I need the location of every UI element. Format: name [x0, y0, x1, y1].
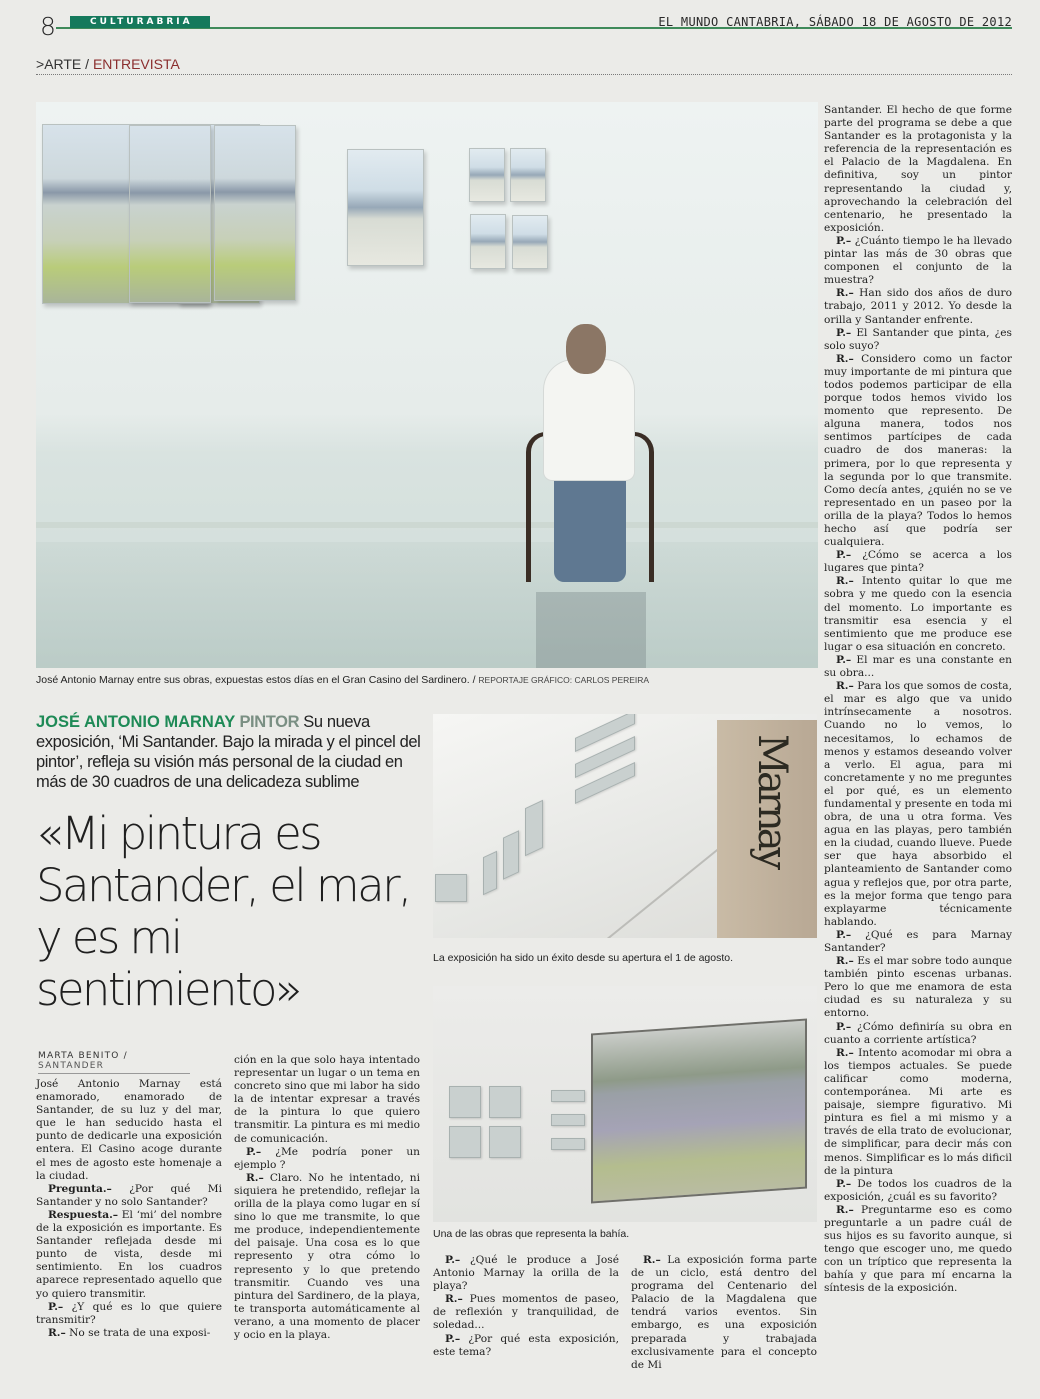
- bay-painting: [591, 1018, 807, 1203]
- qa-label: R.–: [445, 1293, 463, 1306]
- wall-painting: [551, 1138, 585, 1150]
- wall-painting: [449, 1126, 481, 1158]
- qa-text: Pues momentos de paseo, de reflexión y tranquilidad, de soledad...: [433, 1293, 619, 1332]
- byline-separator: /: [119, 1051, 128, 1061]
- qa-text: Santander. El hecho de que forme parte del programa se debe a que Santander es la protagonista y la referencia de la representación es el Palacio de la Magdalena. En definitiva, soy un pintor representando la ciudad y, aprovechando la celebración del centenario, he presentado la exposición.: [824, 104, 1012, 234]
- exhibition-photo-caption: La exposición ha sido un éxito desde su apertura el 1 de agosto.: [433, 952, 734, 964]
- qa-paragraph: [824, 353, 1012, 549]
- qa-label: R.–: [836, 287, 854, 300]
- qa-text: ¿Cómo definiría su obra en cuanto a corriente artística?: [824, 1020, 1012, 1046]
- qa-text: Para los que somos de costa, el mar es algo que va unido intrínsecamente a nosotros. Cuando no lo vemos, lo necesitamos, lo echamos de menos y estamos deseando volver a verlo. El agua, para mi concretamente y no me preguntes el por qué, es un elemento fundamental y presente en toda mi obra, de una u otra forma. Ves agua en las playas, pero también en la ciudad, cuando llueve. Puede ser que haya absorbido el planteamiento de Santander como agua y reflejos que, por otra parte, es la mejor forma que tengo para explayarme técnicamente hablando.: [824, 680, 1013, 928]
- qa-text: El ‘mi’ del nombre de la exposición es importante. Es Santander reflejada desde mi punto de vista, desde mi sentimiento. En los cuadros aparece representado aquello que yo quiero transmitir.: [36, 1208, 222, 1300]
- person-reflection: [536, 592, 646, 668]
- qa-label: P.–: [836, 653, 852, 666]
- qa-text: El mar es una constante en su obra...: [824, 653, 1012, 680]
- qa-text: Han sido dos años de duro trabajo, 2011 y 2012. Yo desde la orilla y Santander enfrente.: [824, 287, 1012, 326]
- kicker-category: ARTE: [44, 56, 82, 72]
- qa-label: R.–: [643, 1254, 661, 1266]
- qa-label: R.–: [836, 955, 854, 968]
- kicker-prefix: >: [36, 56, 45, 72]
- deck-subject-name: JOSÉ ANTONIO MARNAY: [36, 713, 236, 731]
- painting-small-2: [510, 148, 546, 202]
- intro-paragraph: José Antonio Marnay está enamorado, enamorado de Santander, de su luz y del mar, que le han seducido hasta el punto de dedicarle una exposición entera. El Casino acoge durante el mes de agosto este homenaje a la ciudad.: [36, 1078, 222, 1182]
- dateline: EL MUNDO CANTABRIA, SÁBADO 18 DE AGOSTO DE 2012: [658, 15, 1012, 29]
- byline-location: SANTANDER: [38, 1061, 105, 1071]
- qa-text: ¿Cuánto tiempo le ha llevado pintar las más de 30 obras que componen el conjunto de la muestra?: [824, 234, 1012, 287]
- qa-paragraph: [36, 1183, 222, 1209]
- qa-paragraph: [824, 549, 1012, 575]
- painting-small-4: [512, 215, 548, 269]
- qa-text: No se trata de una exposi-: [65, 1326, 211, 1339]
- qa-text: Considero como un factor muy importante de mi pintura que todos podemos participar de ella porque todos hemos vivido los momento que represento. De alguna manera, todos nos sentimos partícipes de cada cuadro de dos maneras: la primera, por lo que representa y la segunda por lo que transmite. Como decía antes, ¿quién no se ve representado en un paseo por la orilla de la playa? Todos lo hemos hecho así que podría ser cualquiera.: [824, 352, 1012, 549]
- qa-paragraph: [824, 104, 1012, 235]
- wall-painting: [489, 1086, 521, 1118]
- qa-label: P.–: [836, 928, 852, 941]
- exhibition-photo: [433, 714, 817, 938]
- photo-credit: REPORTAJE GRÁFICO: CARLOS PEREIRA: [478, 675, 650, 685]
- qa-label: R.–: [836, 1203, 854, 1216]
- qa-text: ¿Qué le produce a José Antonio Marnay la orilla de la playa?: [433, 1254, 619, 1293]
- qa-paragraph: [824, 1178, 1012, 1204]
- qa-paragraph: [36, 1301, 222, 1327]
- qa-paragraph: [824, 1047, 1012, 1178]
- qa-paragraph: [234, 1054, 420, 1146]
- qa-paragraph: [824, 235, 1012, 287]
- qa-paragraph: [824, 287, 1012, 326]
- wall-painting: [449, 1086, 481, 1118]
- bay-painting-photo: [433, 986, 817, 1222]
- qa-paragraph: [824, 955, 1012, 1020]
- qa-text: ¿Por qué Mi Santander y no solo Santander?: [36, 1182, 222, 1208]
- wall-painting: [551, 1090, 585, 1102]
- qa-label: P.–: [836, 1020, 852, 1033]
- qa-label: R.–: [836, 1046, 854, 1059]
- qa-text: ¿Cómo se acerca a los lugares que pinta?: [824, 549, 1012, 575]
- article-column-4: [631, 1254, 817, 1372]
- painting-small-1: [469, 148, 505, 202]
- qa-paragraph: [433, 1293, 619, 1332]
- artist-signature: Marnay: [749, 734, 795, 867]
- qa-text: ¿Me podría poner un ejemplo ?: [234, 1145, 420, 1171]
- qa-text: El Santander que pinta, ¿es solo suyo?: [824, 326, 1012, 352]
- qa-text: ¿Qué es para Marnay Santander?: [824, 928, 1012, 954]
- qa-text: ¿Y qué es lo que quiere transmitir?: [36, 1300, 222, 1326]
- triptych-panel-3: [214, 125, 296, 301]
- byline: [38, 1051, 190, 1074]
- deck-text: Su nueva exposición, ‘Mi Santander. Bajo la mirada y el pincel del pintor’, refleja su visión más personal de la ciudad en más de 30 cuadros de una delicadeza sublime: [36, 713, 421, 791]
- byline-author: MARTA BENITO: [38, 1051, 120, 1061]
- wall-painting: [525, 800, 543, 856]
- qa-label: P.–: [836, 1177, 852, 1190]
- qa-paragraph: [824, 929, 1012, 955]
- person-legs: [554, 462, 626, 582]
- person-shirt: [544, 360, 634, 480]
- qa-label: P.–: [836, 326, 852, 339]
- qa-text: ción en la que solo haya intentado representar un lugar o un tema en concreto sino que mi labor ha sido la de intentar expresar a través de la pintura lo que quiero transmitir. La pintura es mi medio de comunicación.: [234, 1054, 420, 1145]
- caption-text: José Antonio Marnay entre sus obras, expuestas estos días en el Gran Casino del Sardinero. /: [36, 674, 479, 686]
- qa-label: P.–: [246, 1145, 262, 1158]
- triptych-panel-2b: [129, 125, 211, 303]
- qa-paragraph: [824, 327, 1012, 353]
- qa-paragraph: [824, 1021, 1012, 1047]
- deck-subject-role: PINTOR: [239, 713, 300, 731]
- article-column-3: [433, 1254, 619, 1359]
- person-head: [566, 324, 606, 374]
- article-column-2: [234, 1054, 420, 1342]
- qa-label: P.–: [445, 1332, 461, 1345]
- qa-paragraph: [234, 1146, 420, 1172]
- main-photo: [36, 102, 818, 668]
- qa-paragraph: [234, 1172, 420, 1342]
- qa-label: P.–: [445, 1254, 461, 1266]
- headline: «Mi pintura es Santander, el mar, y es mi sentimiento»: [36, 807, 410, 1016]
- wall-painting: [483, 851, 497, 896]
- qa-text: Claro. No he intentado, ni siquiera he pretendido, reflejar la orilla de la playa como lugar en sí sino lo que me transmite, lo que me produce, independientemente del paisaje. Una cosa es lo que represento y otra cómo lo represento y lo que pretendo transmitir. Cuando ves una pintura del Sardinero, de la playa, te transporta automáticamente al verano, a una momento de placer y ocio en la playa.: [234, 1171, 420, 1341]
- article-column-5: [824, 104, 1012, 1296]
- qa-text: La exposición forma parte de un ciclo, está dentro del programa del Centenario del Palacio de la Magdalena que tendrá varios eventos. Sin embargo, es una exposición preparada y trabajada exclusivamente para el concepto de Mi: [631, 1254, 817, 1371]
- kicker-separator: /: [81, 56, 93, 72]
- qa-text: Es el mar sobre todo aunque también pinto escenas urbanas. Pero lo que me enamora de esta ciudad es su naturaleza y su entorno.: [824, 955, 1012, 1020]
- wall-painting: [435, 874, 467, 902]
- qa-paragraph: [824, 1204, 1012, 1296]
- wall-painting: [503, 830, 519, 879]
- painting-medium: [347, 149, 424, 266]
- floor-reflection: [36, 542, 818, 668]
- qa-label: P.–: [836, 549, 852, 562]
- floor-baseboard: [36, 522, 818, 528]
- qa-label: R.–: [836, 575, 854, 588]
- qa-label: P.–: [836, 234, 852, 247]
- article-deck: [36, 712, 426, 792]
- qa-paragraph: [631, 1254, 817, 1372]
- qa-paragraph: [36, 1327, 222, 1340]
- wall-painting: [551, 1114, 585, 1126]
- painting-small-3: [470, 214, 506, 269]
- qa-label: R.–: [836, 680, 854, 693]
- page-number: 8: [40, 12, 56, 41]
- qa-text: Intento acomodar mi obra a los tiempos actuales. Se puede calificar como moderna, contemporánea. Mi arte es paisaje, siempre figurativo. Mi pintura es fiel a mi mismo y a través de ella trato de evolucionar, de simplificar, para decir más con menos. Simplificar es lo más dificil de la pintura: [824, 1046, 1012, 1177]
- qa-text: Intento quitar lo que me sobra y me quedo con la esencia del momento. Lo importante es transmitir esa esencia y el sentimiento que me produce ese lugar o esa situación en concreto.: [824, 575, 1012, 653]
- article-column-1: [36, 1078, 222, 1340]
- qa-paragraph: [433, 1254, 619, 1293]
- qa-text: ¿Por qué esta exposición, este tema?: [433, 1332, 619, 1358]
- wall-painting: [489, 1126, 521, 1158]
- main-photo-caption: [36, 674, 649, 686]
- qa-label: Pregunta.–: [48, 1182, 112, 1195]
- qa-text: Preguntarme eso es como preguntarle a un padre cuál de sus hijos es su favorito aunque, si tengo que escoger uno, me quedo con un tríptico que representa la bahía y que para mí encarna la síntesis de la exposición.: [824, 1203, 1012, 1295]
- kicker: [36, 56, 180, 72]
- qa-label: R.–: [48, 1326, 66, 1339]
- kicker-subcategory: ENTREVISTA: [92, 56, 180, 72]
- qa-paragraph: [36, 1209, 222, 1301]
- qa-label: R.–: [836, 352, 854, 365]
- qa-paragraph: [824, 575, 1012, 654]
- qa-text: De todos los cuadros de la exposición, ¿cuál es su favorito?: [824, 1177, 1012, 1203]
- qa-label: P.–: [48, 1300, 64, 1313]
- qa-paragraph: [824, 680, 1012, 929]
- kicker-rule: [36, 74, 1012, 75]
- qa-label: R.–: [246, 1171, 264, 1184]
- qa-label: Respuesta.–: [48, 1208, 119, 1221]
- bay-photo-caption: Una de las obras que representa la bahía.: [433, 1228, 630, 1240]
- section-badge: CULTURABRIA: [70, 16, 210, 28]
- qa-paragraph: [433, 1333, 619, 1359]
- qa-paragraph: [824, 654, 1012, 680]
